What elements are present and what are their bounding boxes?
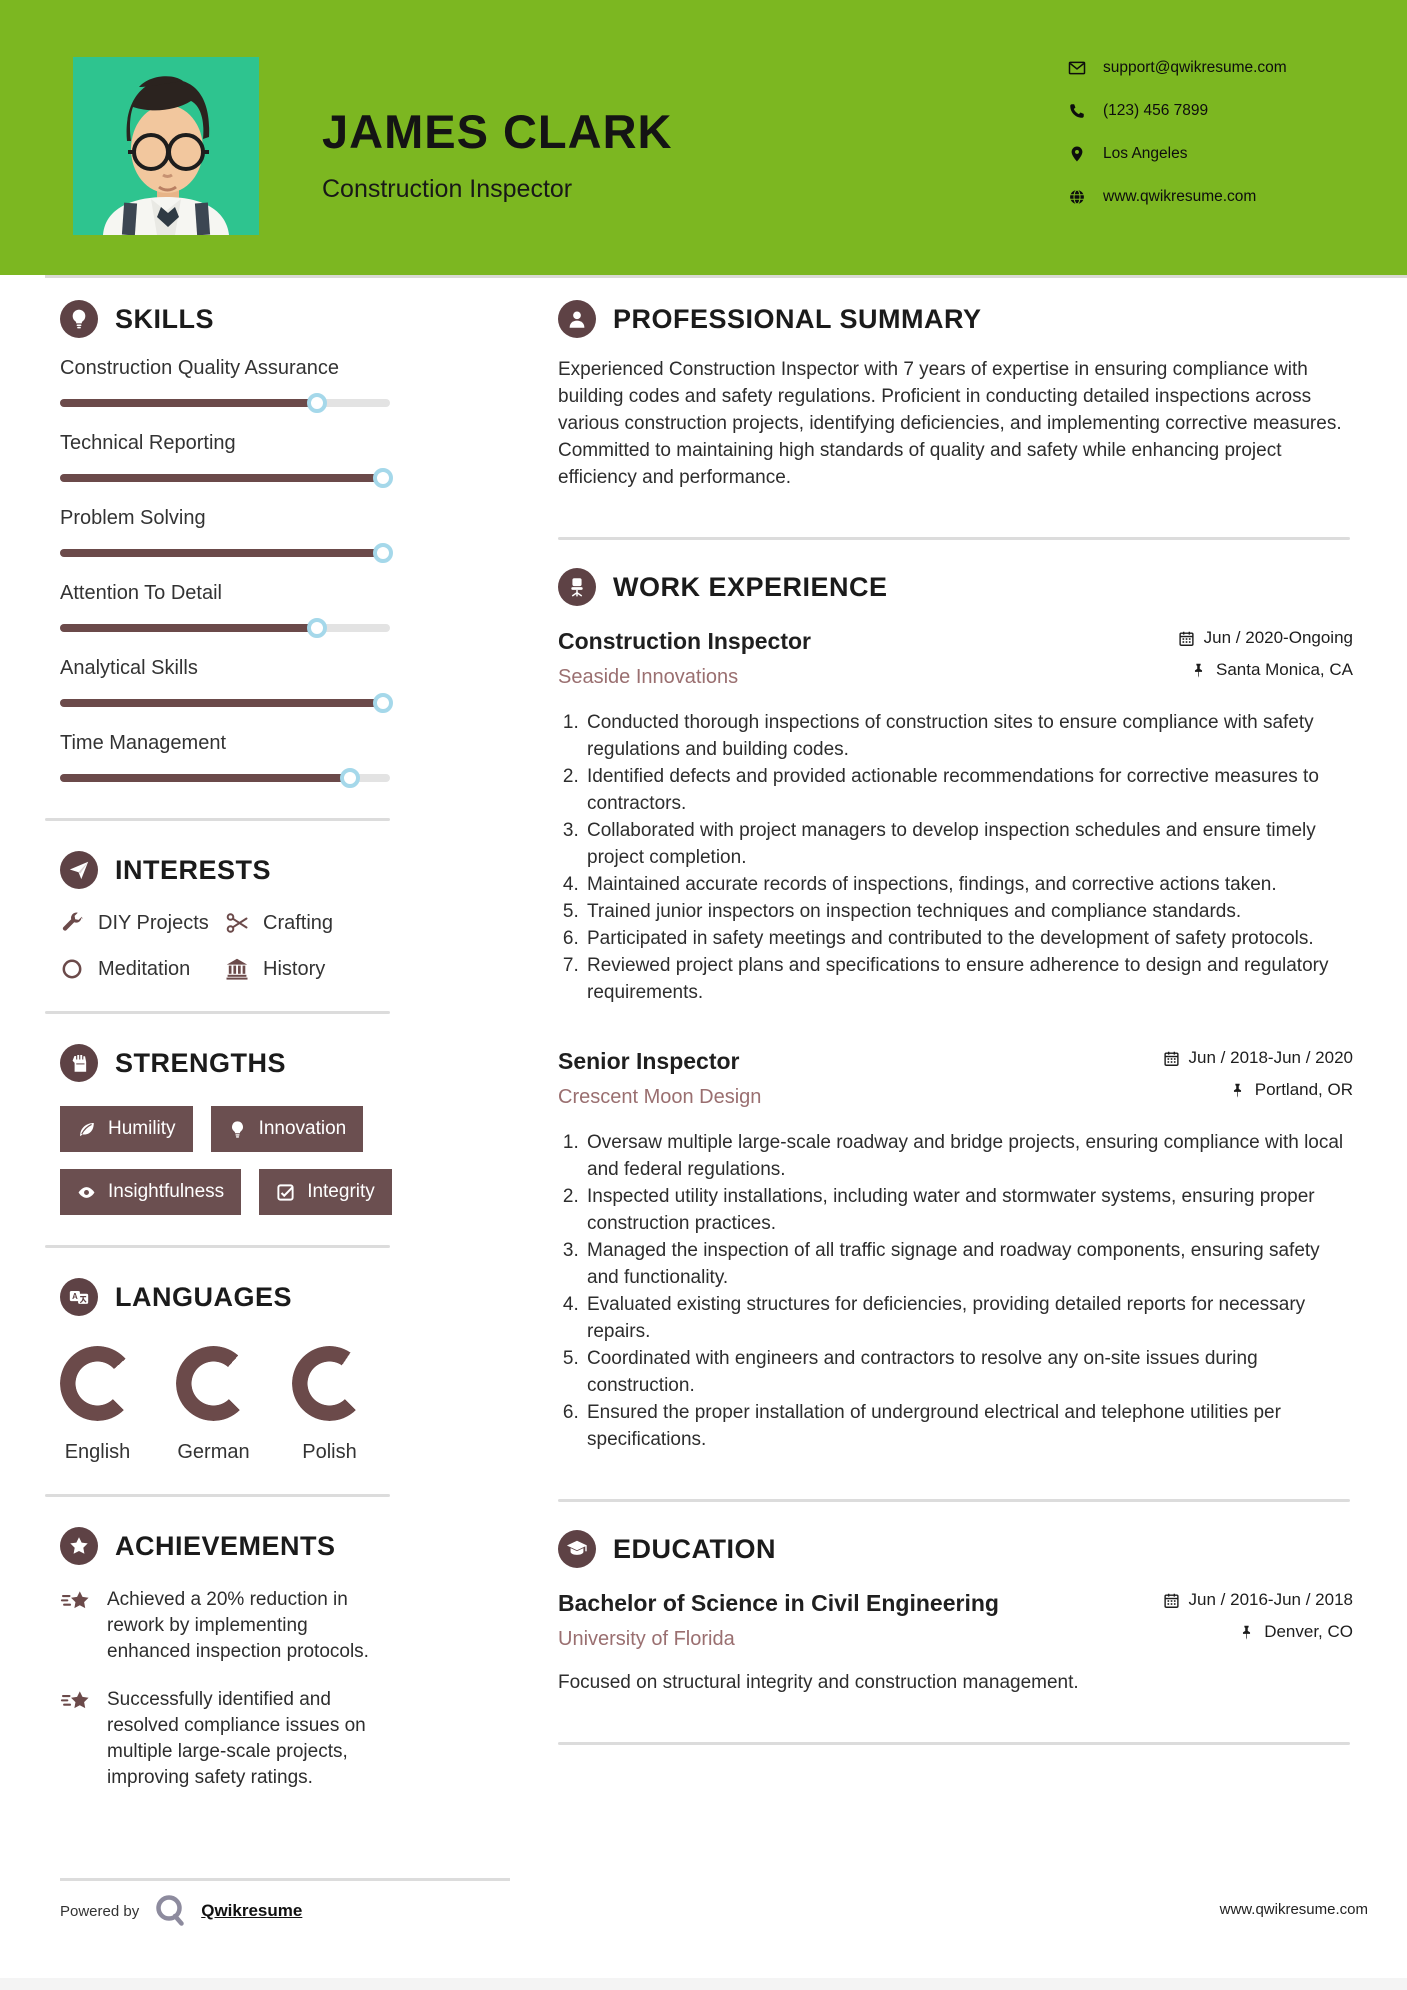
job-bullets [558, 1129, 1353, 1453]
jobs-list [558, 628, 1353, 1453]
skill-item [60, 507, 390, 563]
interest-item [225, 911, 390, 935]
skill-item [60, 432, 390, 488]
summary-text: Experienced Construction Inspector with 7 years of expertise in ensuring compliance with building codes and safety regulations. Proficient in conducting detailed inspections across various construction projects, identifying deficiencies, and implementing corrective measures. Committed to maintaining high standards of quality and safety while enhancing project efficiency and performance. [558, 359, 1342, 488]
slider-handle [307, 618, 327, 638]
education-note: Focused on structural integrity and construction management. [558, 1672, 1079, 1693]
strength-label: Innovation [258, 1118, 347, 1139]
language-label: Polish [302, 1441, 357, 1463]
skill-label: Problem Solving [60, 507, 206, 529]
language-item [176, 1346, 251, 1464]
job-dates [1163, 1048, 1353, 1068]
skill-label: Analytical Skills [60, 657, 198, 679]
divider [45, 1011, 390, 1014]
skill-label: Technical Reporting [60, 432, 236, 454]
divider [45, 1494, 390, 1497]
education-entry [558, 1590, 1353, 1696]
job-location-text: Portland, OR [1254, 1080, 1353, 1099]
job-bullet: 6. Ensured the proper installation of underground electrical and telephone utilities per specifications. [584, 1399, 1353, 1453]
summary-header [558, 300, 1353, 338]
wrench-icon [60, 911, 84, 935]
achievement-item [60, 1687, 390, 1791]
person-name: JAMES CLARK [322, 105, 673, 158]
svg-text:A: A [72, 1292, 78, 1302]
contact-text: (123) 456 7899 [1103, 102, 1209, 119]
skills-header [60, 300, 390, 338]
strengths-section-icon [60, 1044, 98, 1082]
job-meta [1163, 1048, 1353, 1100]
strengths-header [60, 1044, 390, 1082]
divider [558, 1499, 1350, 1502]
contact-row [1068, 142, 1287, 166]
achievements-title: ACHIEVEMENTS [115, 1530, 336, 1561]
education-header [558, 1530, 1353, 1568]
languages-section [60, 1278, 390, 1464]
job-location [1163, 1080, 1353, 1100]
slider-fill [60, 474, 383, 482]
job-dates-text: Jun / 2018-Jun / 2020 [1188, 1048, 1353, 1067]
skill-slider [60, 693, 390, 713]
job-role: Senior Inspector [558, 1048, 740, 1074]
leaf-icon [77, 1120, 96, 1139]
job-bullet: 5. Trained junior inspectors on inspection techniques and compliance standards. [584, 898, 1353, 925]
achievements-header [60, 1527, 390, 1565]
interest-label: Crafting [263, 911, 334, 934]
job-bullet: 4. Maintained accurate records of inspections, findings, and corrective actions taken. [584, 871, 1353, 898]
degree-name: Bachelor of Science in Civil Engineering [558, 1590, 999, 1616]
interest-item [60, 911, 225, 935]
scissors-icon [225, 911, 249, 935]
contact-row [1068, 56, 1287, 80]
summary-title: PROFESSIONAL SUMMARY [613, 303, 982, 334]
slider-handle [373, 468, 393, 488]
skill-slider [60, 618, 390, 638]
slider-fill [60, 549, 383, 557]
education-dates-text: Jun / 2016-Jun / 2018 [1188, 1590, 1353, 1609]
bottom-strip [0, 1978, 1407, 1990]
globe-icon [1068, 188, 1086, 206]
language-label: German [177, 1441, 250, 1463]
job-bullet: 3. Managed the inspection of all traffic signage and roadway components, ensuring safety and functionality. [584, 1237, 1353, 1291]
job-role: Construction Inspector [558, 628, 812, 654]
left-column [60, 300, 390, 1791]
contact-text: Los Angeles [1103, 145, 1188, 162]
interests-list [60, 911, 390, 981]
strength-label: Insightfulness [108, 1181, 225, 1202]
slider-handle [373, 693, 393, 713]
job-titles [558, 1048, 761, 1109]
slider-handle [340, 768, 360, 788]
strength-badge [60, 1169, 241, 1215]
bulb-icon [228, 1120, 247, 1139]
phone-icon [1068, 102, 1086, 120]
divider [45, 818, 390, 821]
education-location-text: Denver, CO [1264, 1622, 1353, 1641]
job-header [558, 628, 1353, 689]
languages-section-icon [60, 1278, 98, 1316]
skill-slider [60, 543, 390, 563]
shooting-star-icon [60, 1689, 92, 1715]
strength-badge [60, 1106, 193, 1152]
qwikresume-logo-icon [152, 1893, 188, 1929]
achievement-text: Successfully identified and resolved compliance issues on multiple large-scale projects, improving safety ratings. [107, 1689, 366, 1788]
job-bullets [558, 709, 1353, 1006]
job-bullet: 4. Evaluated existing structures for deficiencies, providing detailed reports for necessary repairs. [584, 1291, 1353, 1345]
education-dates [1163, 1590, 1353, 1610]
achievements-section [60, 1527, 390, 1791]
job-bullet: 2. Identified defects and provided actionable recommendations for corrective measures to contractors. [584, 763, 1353, 817]
slider-handle [373, 543, 393, 563]
email-icon [1068, 59, 1086, 77]
education-location [1163, 1622, 1353, 1642]
language-label: English [64, 1441, 131, 1463]
interest-label: Meditation [98, 957, 191, 980]
contact-row [1068, 99, 1287, 123]
language-item [292, 1346, 367, 1464]
skill-slider [60, 768, 390, 788]
strength-label: Humility [108, 1118, 176, 1139]
interests-header [60, 851, 390, 889]
skill-label: Time Management [60, 732, 226, 754]
skills-title: SKILLS [115, 303, 215, 334]
language-ring [60, 1346, 135, 1421]
avatar [73, 57, 259, 235]
language-ring [292, 1346, 367, 1421]
skills-section-icon [60, 300, 98, 338]
strengths-section [60, 1044, 390, 1215]
interests-section-icon [60, 851, 98, 889]
job-bullet: 1. Oversaw multiple large-scale roadway and bridge projects, ensuring compliance with local and federal regulations. [584, 1129, 1353, 1183]
slider-fill [60, 399, 317, 407]
calendar-icon [1178, 630, 1195, 647]
job-bullet: 2. Inspected utility installations, including water and stormwater systems, ensuring proper construction practices. [584, 1183, 1353, 1237]
language-item [60, 1346, 135, 1464]
interest-item [60, 957, 225, 981]
divider [558, 1742, 1350, 1745]
skills-list [60, 357, 390, 788]
achievement-text: Achieved a 20% reduction in rework by implementing enhanced inspection protocols. [107, 1589, 369, 1662]
interest-label: History [263, 957, 326, 980]
achievements-section-icon [60, 1527, 98, 1565]
job-dates [1178, 628, 1353, 648]
footer-website: www.qwikresume.com [1219, 1901, 1368, 1918]
slider-fill [60, 774, 350, 782]
skill-label: Construction Quality Assurance [60, 357, 340, 379]
shooting-star-icon [60, 1589, 92, 1615]
profile-photo [73, 57, 259, 235]
identity-block [322, 104, 672, 204]
pin-icon [1190, 662, 1207, 679]
interest-item [225, 957, 390, 981]
checkbox-icon [276, 1183, 295, 1202]
job-header [558, 1048, 1353, 1109]
slider-fill [60, 624, 317, 632]
footer-branding [60, 1893, 302, 1929]
education-section-icon [558, 1530, 596, 1568]
qwikresume-link[interactable]: Qwikresume [201, 1901, 303, 1920]
divider [45, 1245, 390, 1248]
languages-list [60, 1346, 390, 1464]
work-section-icon [558, 568, 596, 606]
job-company: Seaside Innovations [558, 666, 739, 688]
location-icon [1068, 145, 1086, 163]
job-meta [1178, 628, 1353, 680]
job-bullet: 5. Coordinated with engineers and contractors to resolve any on-site issues during construction. [584, 1345, 1353, 1399]
pin-icon [1229, 1082, 1246, 1099]
contact-text: support@qwikresume.com [1103, 59, 1287, 76]
job-entry [558, 1048, 1353, 1453]
eye-icon [77, 1183, 96, 1202]
work-title: WORK EXPERIENCE [613, 571, 888, 602]
pin-icon [1238, 1624, 1255, 1641]
strength-label: Integrity [307, 1181, 375, 1202]
skill-slider [60, 393, 390, 413]
job-bullet: 6. Participated in safety meetings and contributed to the development of safety protocols. [584, 925, 1353, 952]
person-title: Construction Inspector [322, 175, 573, 203]
skills-section [60, 300, 390, 788]
job-bullet: 3. Collaborated with project managers to develop inspection schedules and ensure timely project completion. [584, 817, 1353, 871]
job-location-text: Santa Monica, CA [1215, 660, 1353, 679]
museum-icon [225, 957, 249, 981]
calendar-icon [1163, 1050, 1180, 1067]
job-company: Crescent Moon Design [558, 1086, 762, 1108]
language-ring [176, 1346, 251, 1421]
strength-badge [259, 1169, 392, 1215]
summary-section-icon [558, 300, 596, 338]
contact-row [1068, 185, 1287, 209]
languages-title: LANGUAGES [115, 1281, 293, 1312]
languages-header [60, 1278, 390, 1316]
summary-section [558, 300, 1353, 491]
education-section [558, 1530, 1353, 1696]
skill-item [60, 582, 390, 638]
skill-item [60, 357, 390, 413]
job-dates-text: Jun / 2020-Ongoing [1203, 628, 1353, 647]
slider-handle [307, 393, 327, 413]
job-titles [558, 628, 811, 689]
achievements-list [60, 1587, 390, 1791]
job-bullet: 7. Reviewed project plans and specifications to ensure adherence to design and regulatory requirements. [584, 952, 1353, 1006]
school-name: University of Florida [558, 1628, 735, 1650]
job-location [1178, 660, 1353, 680]
header [0, 0, 1407, 275]
strengths-title: STRENGTHS [115, 1047, 287, 1078]
strength-badge [211, 1106, 364, 1152]
powered-by-label: Powered by [60, 1902, 140, 1920]
interest-label: DIY Projects [98, 911, 209, 934]
skill-item [60, 732, 390, 788]
slider-fill [60, 699, 383, 707]
footer-divider [60, 1878, 510, 1881]
interests-title: INTERESTS [115, 854, 272, 885]
right-column [558, 300, 1353, 1773]
achievement-item [60, 1587, 390, 1665]
job-bullet: 1. Conducted thorough inspections of construction sites to ensure compliance with safety regulations and building codes. [584, 709, 1353, 763]
skill-label: Attention To Detail [60, 582, 222, 604]
circle-icon [60, 957, 84, 981]
calendar-icon [1163, 1592, 1180, 1609]
interests-section [60, 851, 390, 981]
job-entry [558, 628, 1353, 1006]
strengths-list [60, 1106, 440, 1215]
work-header [558, 568, 1353, 606]
education-title: EDUCATION [613, 1533, 776, 1564]
work-section [558, 568, 1353, 1453]
contact-list [1068, 56, 1287, 228]
divider [558, 537, 1350, 540]
skill-item [60, 657, 390, 713]
skill-slider [60, 468, 390, 488]
contact-text: www.qwikresume.com [1103, 188, 1257, 205]
